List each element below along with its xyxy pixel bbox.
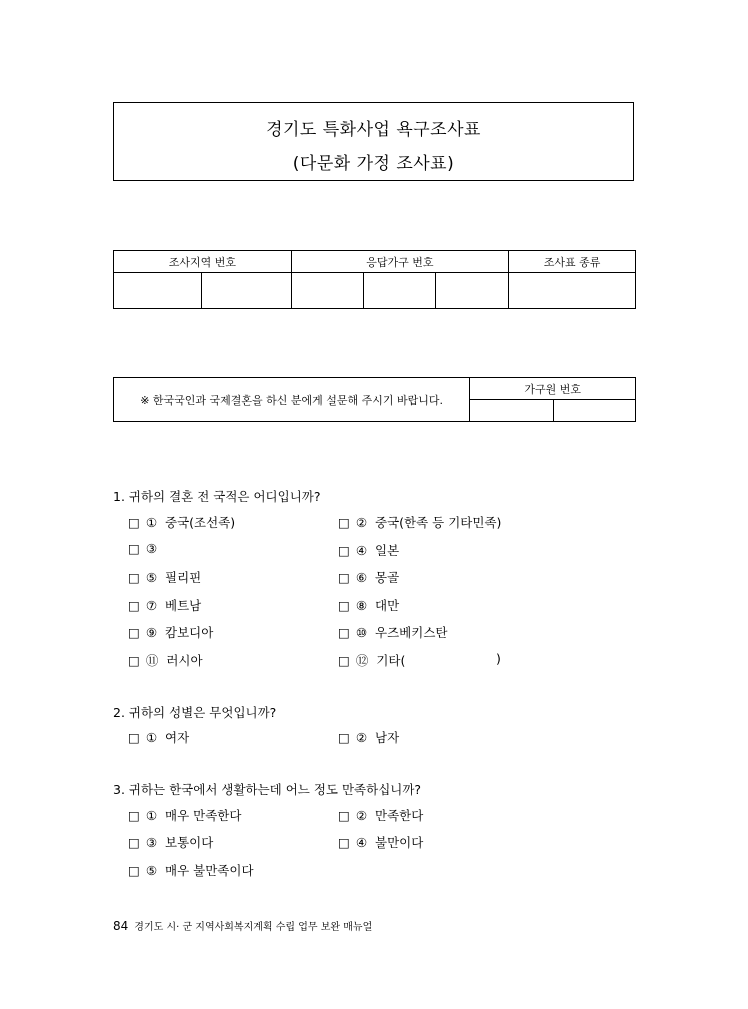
q3-option-4[interactable]: □ ④ 불만이다 bbox=[338, 835, 424, 850]
q1-option-9[interactable]: □ ⑨ 캄보디아 bbox=[128, 625, 214, 640]
checkbox-icon[interactable]: □ bbox=[338, 625, 350, 640]
checkbox-icon[interactable]: □ bbox=[338, 543, 350, 558]
q1-other-close-paren: ) bbox=[496, 651, 501, 666]
form-type-header: 조사표 종류 bbox=[509, 251, 636, 273]
checkbox-icon[interactable]: □ bbox=[128, 541, 140, 556]
q1-other-input[interactable] bbox=[403, 651, 495, 667]
checkbox-icon[interactable]: □ bbox=[338, 570, 350, 585]
checkbox-icon[interactable]: □ bbox=[128, 653, 140, 668]
q1-option-5[interactable]: □ ⑤ 필리핀 bbox=[128, 570, 202, 585]
form-subtitle: (다문화 가정 조사표) bbox=[292, 154, 455, 174]
page-number: 84 bbox=[113, 919, 129, 933]
checkbox-icon[interactable]: □ bbox=[128, 730, 140, 745]
checkbox-icon[interactable]: □ bbox=[128, 808, 140, 823]
checkbox-icon[interactable]: □ bbox=[128, 515, 140, 530]
household-number-cell-3[interactable] bbox=[436, 273, 509, 309]
household-number-header: 응답가구 번호 bbox=[291, 251, 509, 273]
household-number-cell-2[interactable] bbox=[364, 273, 436, 309]
q1-option-8[interactable]: □ ⑧ 대만 bbox=[338, 598, 400, 613]
page-footer bbox=[113, 918, 372, 933]
q1-option-3[interactable]: □ ③ bbox=[128, 541, 158, 556]
q1-option-6[interactable]: □ ⑥ 몽골 bbox=[338, 570, 400, 585]
member-number-cell-1[interactable] bbox=[470, 400, 554, 422]
q1-option-1[interactable]: □ ① 중국(조선족) bbox=[128, 515, 236, 530]
checkbox-icon[interactable]: □ bbox=[128, 570, 140, 585]
question-3: 3. 귀하는 한국에서 생활하는데 어느 정도 만족하십니까? bbox=[113, 782, 422, 797]
q1-option-10[interactable]: □ ⑩ 우즈베키스탄 bbox=[338, 625, 448, 640]
id-number-table bbox=[113, 250, 636, 309]
region-number-cell-1[interactable] bbox=[114, 273, 202, 309]
title-box bbox=[113, 102, 634, 181]
checkbox-icon[interactable]: □ bbox=[338, 653, 350, 668]
checkbox-icon[interactable]: □ bbox=[128, 863, 140, 878]
question-1: 1. 귀하의 결혼 전 국적은 어디입니까? bbox=[113, 489, 321, 504]
checkbox-icon[interactable]: □ bbox=[338, 515, 350, 530]
q1-option-4[interactable]: □ ④ 일본 bbox=[338, 543, 400, 558]
q3-option-5[interactable]: □ ⑤ 매우 불만족이다 bbox=[128, 863, 254, 878]
q1-option-2[interactable]: □ ② 중국(한족 등 기타민족) bbox=[338, 515, 502, 530]
checkbox-icon[interactable]: □ bbox=[128, 598, 140, 613]
q1-option-12[interactable]: □ ⑫ 기타( bbox=[338, 653, 406, 668]
question-2: 2. 귀하의 성별은 무엇입니까? bbox=[113, 705, 277, 720]
form-title: 경기도 특화사업 욕구조사표 bbox=[266, 120, 481, 140]
respondent-note: ※ 한국국인과 국제결혼을 하신 분에게 설문해 주시기 바랍니다. bbox=[114, 378, 470, 422]
household-number-cell-1[interactable] bbox=[291, 273, 364, 309]
checkbox-icon[interactable]: □ bbox=[338, 835, 350, 850]
checkbox-icon[interactable]: □ bbox=[338, 808, 350, 823]
checkbox-icon[interactable]: □ bbox=[338, 730, 350, 745]
q2-option-2[interactable]: □ ② 남자 bbox=[338, 730, 400, 745]
q1-option-7[interactable]: □ ⑦ 베트남 bbox=[128, 598, 202, 613]
q3-option-3[interactable]: □ ③ 보통이다 bbox=[128, 835, 214, 850]
checkbox-icon[interactable]: □ bbox=[128, 625, 140, 640]
footer-text: 경기도 시· 군 지역사회복지계획 수립 업무 보완 매뉴얼 bbox=[134, 922, 373, 933]
region-number-cell-2[interactable] bbox=[201, 273, 291, 309]
form-type-cell[interactable] bbox=[509, 273, 636, 309]
q1-option-11[interactable]: □ ⑪ 러시아 bbox=[128, 653, 203, 668]
q3-option-1[interactable]: □ ① 매우 만족한다 bbox=[128, 808, 242, 823]
region-number-header: 조사지역 번호 bbox=[114, 251, 292, 273]
q2-option-1[interactable]: □ ① 여자 bbox=[128, 730, 190, 745]
member-number-header: 가구원 번호 bbox=[470, 378, 636, 400]
note-table bbox=[113, 377, 636, 422]
checkbox-icon[interactable]: □ bbox=[128, 835, 140, 850]
q3-option-2[interactable]: □ ② 만족한다 bbox=[338, 808, 424, 823]
member-number-cell-2[interactable] bbox=[554, 400, 636, 422]
checkbox-icon[interactable]: □ bbox=[338, 598, 350, 613]
